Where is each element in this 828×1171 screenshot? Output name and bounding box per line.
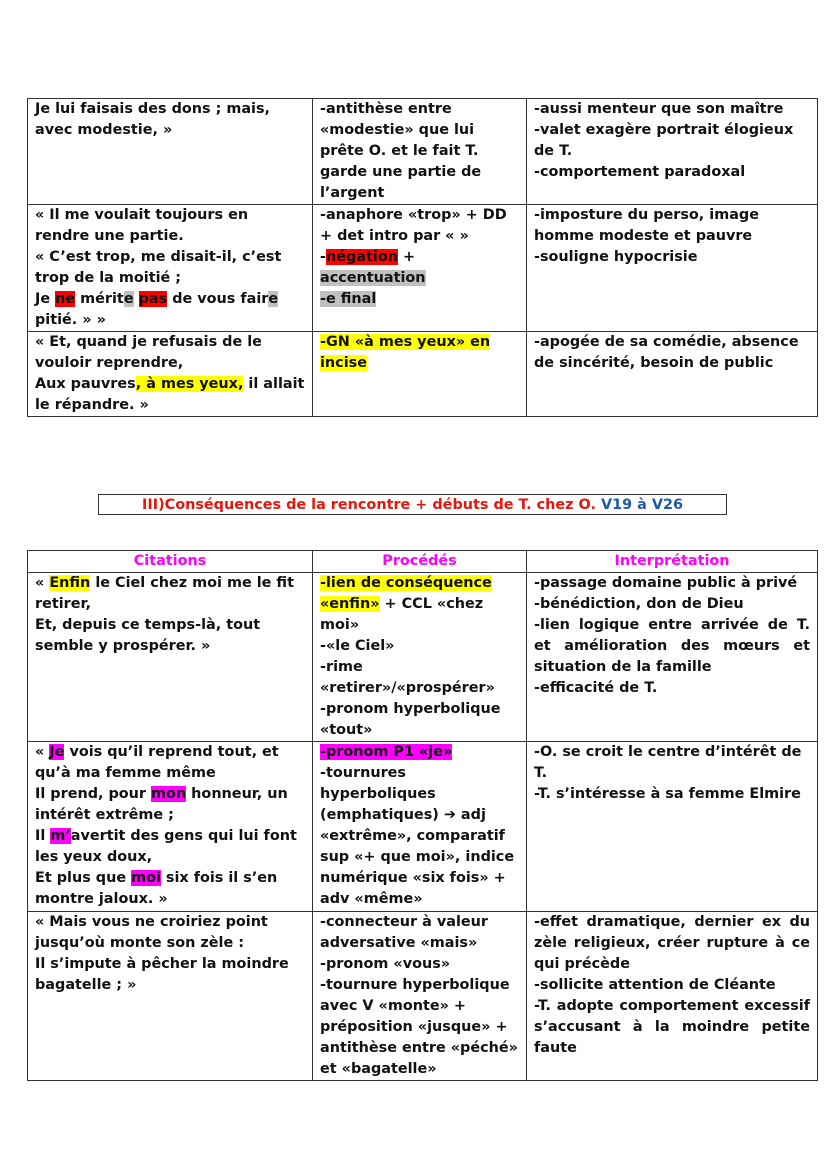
citation-cell xyxy=(28,573,313,742)
table-row xyxy=(28,573,818,742)
procedes-line: -négation + accentuation xyxy=(320,249,426,286)
citation-cell xyxy=(28,742,313,912)
highlight-pronoun: mon xyxy=(151,786,187,802)
procedes-line: -pronom «vous» xyxy=(320,956,451,972)
table-header-row xyxy=(28,551,818,573)
procedes-line xyxy=(320,742,519,763)
procedes-line: -antithèse entre «modestie» que lui prête O. et le fait T. garde une partie de l’argent xyxy=(320,101,482,201)
citation-cell xyxy=(28,99,313,205)
table-row xyxy=(28,332,818,417)
table-row xyxy=(28,912,818,1081)
procedes-line: -tournure hyperbolique avec V «monte» + préposition «jusque» + antithèse entre «péché» et «bagatelle» xyxy=(320,977,518,1077)
citation-line: « C’est trop, me disait-il, c’est trop de la moitié ; xyxy=(35,249,282,286)
interpretation-line: -valet exagère portrait élogieux de T. xyxy=(534,122,794,159)
interpretation-line: -T. s’intéresse à sa femme Elmire xyxy=(534,786,801,802)
highlight-pronoun: -pronom P1 «je» xyxy=(320,744,453,760)
interpretation-line: -bénédiction, don de Dieu xyxy=(534,596,744,612)
interpretation-cell xyxy=(527,742,818,912)
procedes-cell xyxy=(313,742,527,912)
interpretation-line: -aussi menteur que son maître xyxy=(534,101,784,117)
citation-line: Il m’avertit des gens qui lui font les yeux doux, xyxy=(35,828,297,865)
citation-line: Je lui faisais des dons ; mais, avec modestie, » xyxy=(35,101,271,138)
interpretation-cell xyxy=(527,205,818,332)
citation-line: « Enfin le Ciel chez moi me le fit retirer, xyxy=(35,575,294,612)
highlight-pronoun: Je xyxy=(49,744,65,760)
interpretation-line: -souligne hypocrisie xyxy=(534,249,698,265)
citation-line: Et plus que moi six fois il s’en montre jaloux. » xyxy=(35,870,278,907)
highlight-connector: -lien de conséquence «enfin» xyxy=(320,575,492,612)
section-title xyxy=(98,494,727,515)
procedes-line: -«le Ciel» xyxy=(320,638,395,654)
table-row xyxy=(28,742,818,912)
interpretation-line: -imposture du perso, image homme modeste et pauvre xyxy=(534,207,759,244)
procedes-line: -lien de conséquence «enfin» + CCL «chez moi» xyxy=(320,575,492,633)
interpretation-line: -O. se croit le centre d’intérêt de T. xyxy=(534,744,802,781)
highlight-negation: ne xyxy=(55,291,76,307)
citation-line: Il s’impute à pêcher la moindre bagatelle ; » xyxy=(35,956,289,993)
interpretation-line: -sollicite attention de Cléante xyxy=(534,977,776,993)
column-header-procedes: Procédés xyxy=(313,551,527,573)
interpretation-cell xyxy=(527,912,818,1081)
citation-line: Je ne mérite pas de vous faire xyxy=(35,291,279,307)
procedes-line: -pronom hyperbolique «tout» xyxy=(320,701,501,738)
procedes-cell xyxy=(313,332,527,417)
analysis-table-section-3 xyxy=(27,550,818,1081)
procedes-cell xyxy=(313,912,527,1081)
highlight-connector: Enfin xyxy=(49,575,91,591)
interpretation-cell xyxy=(527,99,818,205)
procedes-cell xyxy=(313,99,527,205)
highlight-negation: négation xyxy=(325,249,398,265)
citation-line: « Je vois qu’il reprend tout, et qu’à ma femme même xyxy=(35,744,279,781)
highlight-final-e: -e final xyxy=(320,291,377,307)
interpretation-line: -efficacité de T. xyxy=(534,680,658,696)
procedes-line xyxy=(320,332,519,374)
citation-line: « Mais vous ne croiriez point jusqu’où monte son zèle : xyxy=(35,914,268,951)
highlight-negation: pas xyxy=(138,291,168,307)
citation-line: pitié. » » xyxy=(35,312,106,328)
interpretation-line: -apogée de sa comédie, absence de sincérité, besoin de public xyxy=(534,334,799,371)
highlight-accentuation: accentuation xyxy=(320,270,426,286)
citation-cell xyxy=(28,912,313,1081)
highlight-pronoun: m’ xyxy=(50,828,71,844)
interpretation-line: -lien logique entre arrivée de T. et amélioration des mœurs et situation de la famille xyxy=(534,617,810,675)
column-header-interpretation: Interprétation xyxy=(527,551,818,573)
procedes-line: -connecteur à valeur adversative «mais» xyxy=(320,914,489,951)
highlight-pronoun: moi xyxy=(131,870,161,886)
interpretation-line: -effet dramatique, dernier ex du zèle religieux, créer rupture à ce qui précède xyxy=(534,914,810,972)
procedes-cell xyxy=(313,205,527,332)
interpretation-line: -comportement paradoxal xyxy=(534,164,746,180)
table-row xyxy=(28,99,818,205)
interpretation-cell xyxy=(527,573,818,742)
procedes-line: -anaphore «trop» + DD + det intro par « » xyxy=(320,207,507,244)
citation-line: Aux pauvres, à mes yeux, il allait le répandre. » xyxy=(35,376,305,413)
analysis-table-top xyxy=(27,98,818,417)
interpretation-line: -T. adopte comportement excessif s’accusant à la moindre petite faute xyxy=(534,998,810,1056)
citation-cell xyxy=(28,205,313,332)
procedes-line: -tournures hyperboliques (emphatiques) ➔ adj «extrême», comparatif sup «+ que moi», indice numérique «six fois» + adv «même» xyxy=(320,765,515,907)
highlight-final-e: e xyxy=(268,291,279,307)
procedes-cell xyxy=(313,573,527,742)
highlight-final-e: e xyxy=(123,291,134,307)
interpretation-line: -passage domaine public à privé xyxy=(534,575,798,591)
citation-cell xyxy=(28,332,313,417)
section-verses: V19 à V26 xyxy=(600,497,683,513)
section-title-text: III)Conséquences de la rencontre + débuts de T. chez O. xyxy=(142,497,596,513)
procedes-line: -rime «retirer»/«prospérer» xyxy=(320,659,495,696)
citation-line: Et, depuis ce temps-là, tout semble y prospérer. » xyxy=(35,617,261,654)
column-header-citations: Citations xyxy=(28,551,313,573)
highlight-incise: -GN «à mes yeux» en incise xyxy=(320,334,491,371)
highlight-incise: , à mes yeux, xyxy=(135,376,244,392)
citation-line: Il prend, pour mon honneur, un intérêt extrême ; xyxy=(35,786,288,823)
interpretation-cell xyxy=(527,332,818,417)
citation-line: « Et, quand je refusais de le vouloir reprendre, xyxy=(35,334,262,371)
table-row xyxy=(28,205,818,332)
procedes-line xyxy=(320,289,519,310)
citation-line: « Il me voulait toujours en rendre une partie. xyxy=(35,207,249,244)
